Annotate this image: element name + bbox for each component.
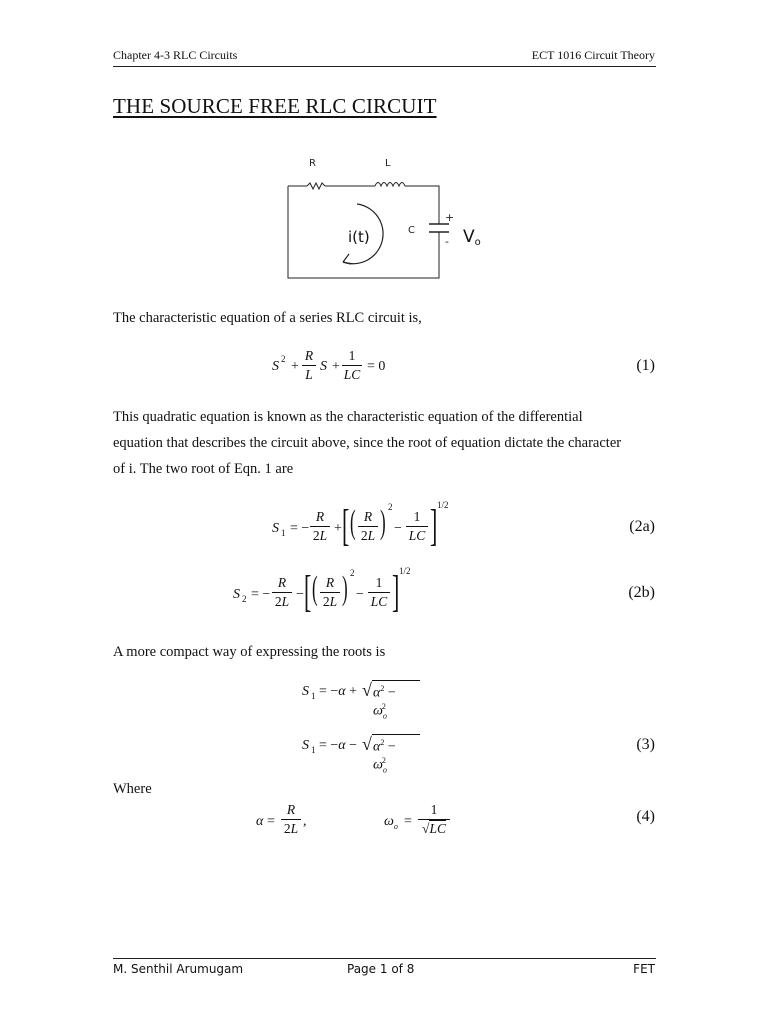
footer-author: M. Senthil Arumugam [113, 962, 244, 976]
rlc-circuit-diagram [285, 150, 495, 290]
equation-number-2a: (2a) [629, 518, 655, 535]
header-right: ECT 1016 Circuit Theory [531, 48, 655, 62]
equation-number-4: (4) [636, 808, 655, 825]
equation-number-2b: (2b) [628, 584, 655, 601]
paragraph-compact: A more compact way of expressing the roots is [113, 644, 386, 660]
equation-number-3: (3) [636, 736, 655, 753]
minus-sign: - [445, 235, 449, 248]
paragraph-line: This quadratic equation is known as the characteristic equation of the differential [113, 409, 583, 425]
inductor-symbol [375, 183, 405, 187]
equation-number-1: (1) [636, 357, 655, 374]
current-label: i(t) [348, 228, 370, 246]
capacitor-label: C [408, 225, 415, 236]
plus-sign: + [445, 211, 455, 224]
paragraph-quadratic [113, 404, 673, 482]
header-left: Chapter 4-3 RLC Circuits [113, 48, 238, 62]
svg-text:Vo [463, 227, 481, 248]
resistor-symbol [307, 183, 325, 189]
inductor-label: L [385, 158, 391, 169]
page-title: THE SOURCE FREE RLC CIRCUIT [113, 94, 437, 118]
resistor-label: R [309, 158, 316, 169]
paragraph-where: Where [113, 781, 152, 797]
footer-page-number: Page 1 of 8 [347, 962, 415, 976]
paragraph-intro: The characteristic equation of a series RLC circuit is, [113, 310, 422, 326]
footer-right: FET [633, 962, 655, 976]
header-rule [113, 66, 656, 67]
paragraph-line: equation that describes the circuit above, since the root of equation dictate the character [113, 435, 622, 451]
voltage-subscript: o [474, 237, 481, 248]
paragraph-line: of i. The two root of Eqn. 1 are [113, 461, 294, 477]
voltage-label: V [463, 227, 475, 247]
capacitor-symbol [429, 224, 449, 232]
footer-rule [113, 958, 656, 959]
